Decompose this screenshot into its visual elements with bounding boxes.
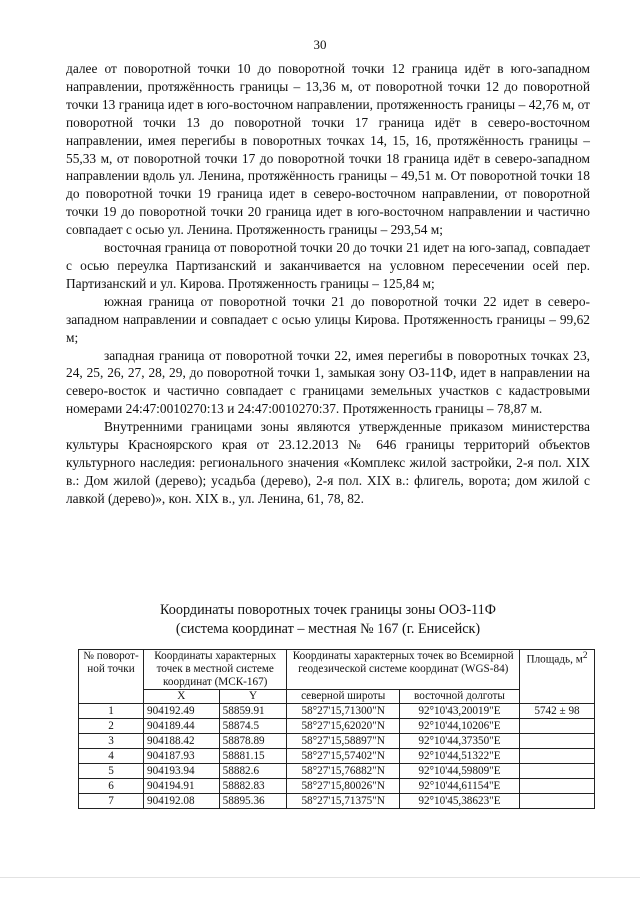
cell-point-number: 6	[79, 779, 144, 794]
cell-lon: 92°10'44,61154"E	[399, 779, 519, 794]
table-subheader-row	[79, 690, 595, 704]
paragraph: западная граница от поворотной точки 22, имея перегибы в поворотных точках 23, 24, 25, 26, 27, 28, 29, до поворотной точки 1, замыкая зону ОЗ-11Ф, идет в направлении на северо-восток и частично совпадает с границами земельных участков с кадастровыми номерами 24:47:0010270:13 и 24:47:0010270:37. Протяженность границы – 78,87 м.	[66, 347, 590, 417]
cell-lon: 92°10'44,10206"E	[399, 719, 519, 734]
cell-x: 904192.08	[144, 794, 220, 809]
cell-area	[520, 794, 595, 809]
table-title-line: Координаты поворотных точек границы зоны ООЗ-11Ф	[160, 602, 496, 618]
cell-point-number: 4	[79, 749, 144, 764]
cell-x: 904193.94	[144, 764, 220, 779]
cell-y: 58874.5	[219, 719, 287, 734]
scan-edge-line	[0, 877, 640, 878]
paragraph: далее от поворотной точки 10 до поворотной точки 12 граница идёт в юго-западном направлении, протяжённость границы – 13,36 м, от поворотной точки 12 до поворотной точки 13 граница идет в юго-восточном направлении, протяженность границы – 42,76 м, от поворотной точки 13 до поворотной точки 17 граница идёт в северо-восточном направлении, имея перегибы в поворотных точках 14, 15, 16, протяжённость границы – 55,33 м, от поворотной точки 17 до поворотной точки 18 граница идёт в северо-западном направлении вдоль ул. Ленина, протяжённость границы – 49,51 м. От поворотной точки 18 до поворотной точки 19 граница идет в северо-восточном направлении, от поворотной точки 19 до поворотной точки 20 граница идет в юго-восточном направлении и частично совпадает с осью ул. Ленина. Протяженность границы – 293,54 м;	[66, 61, 590, 238]
cell-y: 58878.89	[219, 734, 287, 749]
cell-y: 58859.91	[219, 704, 287, 719]
header-y: Y	[219, 690, 287, 704]
cell-point-number: 5	[79, 764, 144, 779]
header-area	[520, 650, 595, 704]
header-area-label: Площадь, м	[526, 653, 583, 666]
header-lon: восточной долготы	[399, 690, 519, 704]
cell-x: 904189.44	[144, 719, 220, 734]
header-x: X	[144, 690, 220, 704]
cell-y: 58895.36	[219, 794, 287, 809]
paragraph: восточная граница от поворотной точки 20 до точки 21 идет на юго-запад, совпадает с осью переулка Партизанский и заканчивается на условном пересечении осей пер. Партизанский и ул. Кирова. Протяженность границы – 125,84 м;	[66, 240, 590, 291]
table-row	[79, 719, 595, 734]
cell-point-number: 2	[79, 719, 144, 734]
cell-x: 904188.42	[144, 734, 220, 749]
table-title	[66, 601, 590, 639]
table-title-line: (система координат – местная № 167 (г. Енисейск)	[175, 621, 481, 637]
paragraph: Внутренними границами зоны являются утвержденные приказом министерства культуры Красноярского края от 23.12.2013 № 646 границы территорий объектов культурного наследия: регионального значения «Комплекс жилой застройки, 2-я пол. XIX в.: Дом жилой (дерево); усадьба (дерево), 2-я пол. XIX в.: флигель, ворота; дом жилой с лавкой (дерево)», кон. XIX в., ул. Ленина, 61, 78, 82.	[66, 419, 590, 506]
cell-y: 58881.15	[219, 749, 287, 764]
table-header-row	[79, 650, 595, 690]
cell-area	[520, 719, 595, 734]
cell-area: 5742 ± 98	[520, 704, 595, 719]
cell-y: 58882.6	[219, 764, 287, 779]
cell-x: 904194.91	[144, 779, 220, 794]
cell-lat: 58°27'15,80026"N	[287, 779, 399, 794]
cell-lat: 58°27'15,71300"N	[287, 704, 399, 719]
table-row	[79, 704, 595, 719]
cell-x: 904187.93	[144, 749, 220, 764]
header-msk: Координаты характерных точек в местной системе координат (МСК-167)	[144, 650, 287, 690]
cell-point-number: 3	[79, 734, 144, 749]
cell-lat: 58°27'15,76882"N	[287, 764, 399, 779]
cell-lat: 58°27'15,58897"N	[287, 734, 399, 749]
header-lat: северной широты	[287, 690, 399, 704]
cell-area	[520, 764, 595, 779]
cell-x: 904192.49	[144, 704, 220, 719]
cell-lon: 92°10'45,38623"E	[399, 794, 519, 809]
cell-lat: 58°27'15,62020"N	[287, 719, 399, 734]
cell-lon: 92°10'44,51322"E	[399, 749, 519, 764]
cell-lat: 58°27'15,71375"N	[287, 794, 399, 809]
cell-lat: 58°27'15,57402"N	[287, 749, 399, 764]
cell-lon: 92°10'44,59809"E	[399, 764, 519, 779]
page-number: 30	[313, 37, 327, 52]
table-row	[79, 794, 595, 809]
cell-y: 58882.83	[219, 779, 287, 794]
table-row	[79, 749, 595, 764]
coordinates-table	[78, 649, 595, 809]
cell-lon: 92°10'43,20019"E	[399, 704, 519, 719]
paragraph: южная граница от поворотной точки 21 до поворотной точки 22 идет в северо-западном направлении и совпадает с осью улицы Кирова. Протяженность границы – 99,62 м;	[66, 293, 590, 345]
cell-lon: 92°10'44,37350"E	[399, 734, 519, 749]
cell-area	[520, 779, 595, 794]
cell-point-number: 1	[79, 704, 144, 719]
header-wgs: Координаты характерных точек во Всемирной геодезической системе координат (WGS-84)	[287, 650, 520, 690]
table-row	[79, 779, 595, 794]
cell-point-number: 7	[79, 794, 144, 809]
table-row	[79, 764, 595, 779]
header-point-number: № поворот-ной точки	[79, 650, 144, 704]
cell-area	[520, 749, 595, 764]
table-row	[79, 734, 595, 749]
body-text	[66, 60, 590, 508]
header-area-sup: 2	[582, 651, 588, 661]
cell-area	[520, 734, 595, 749]
